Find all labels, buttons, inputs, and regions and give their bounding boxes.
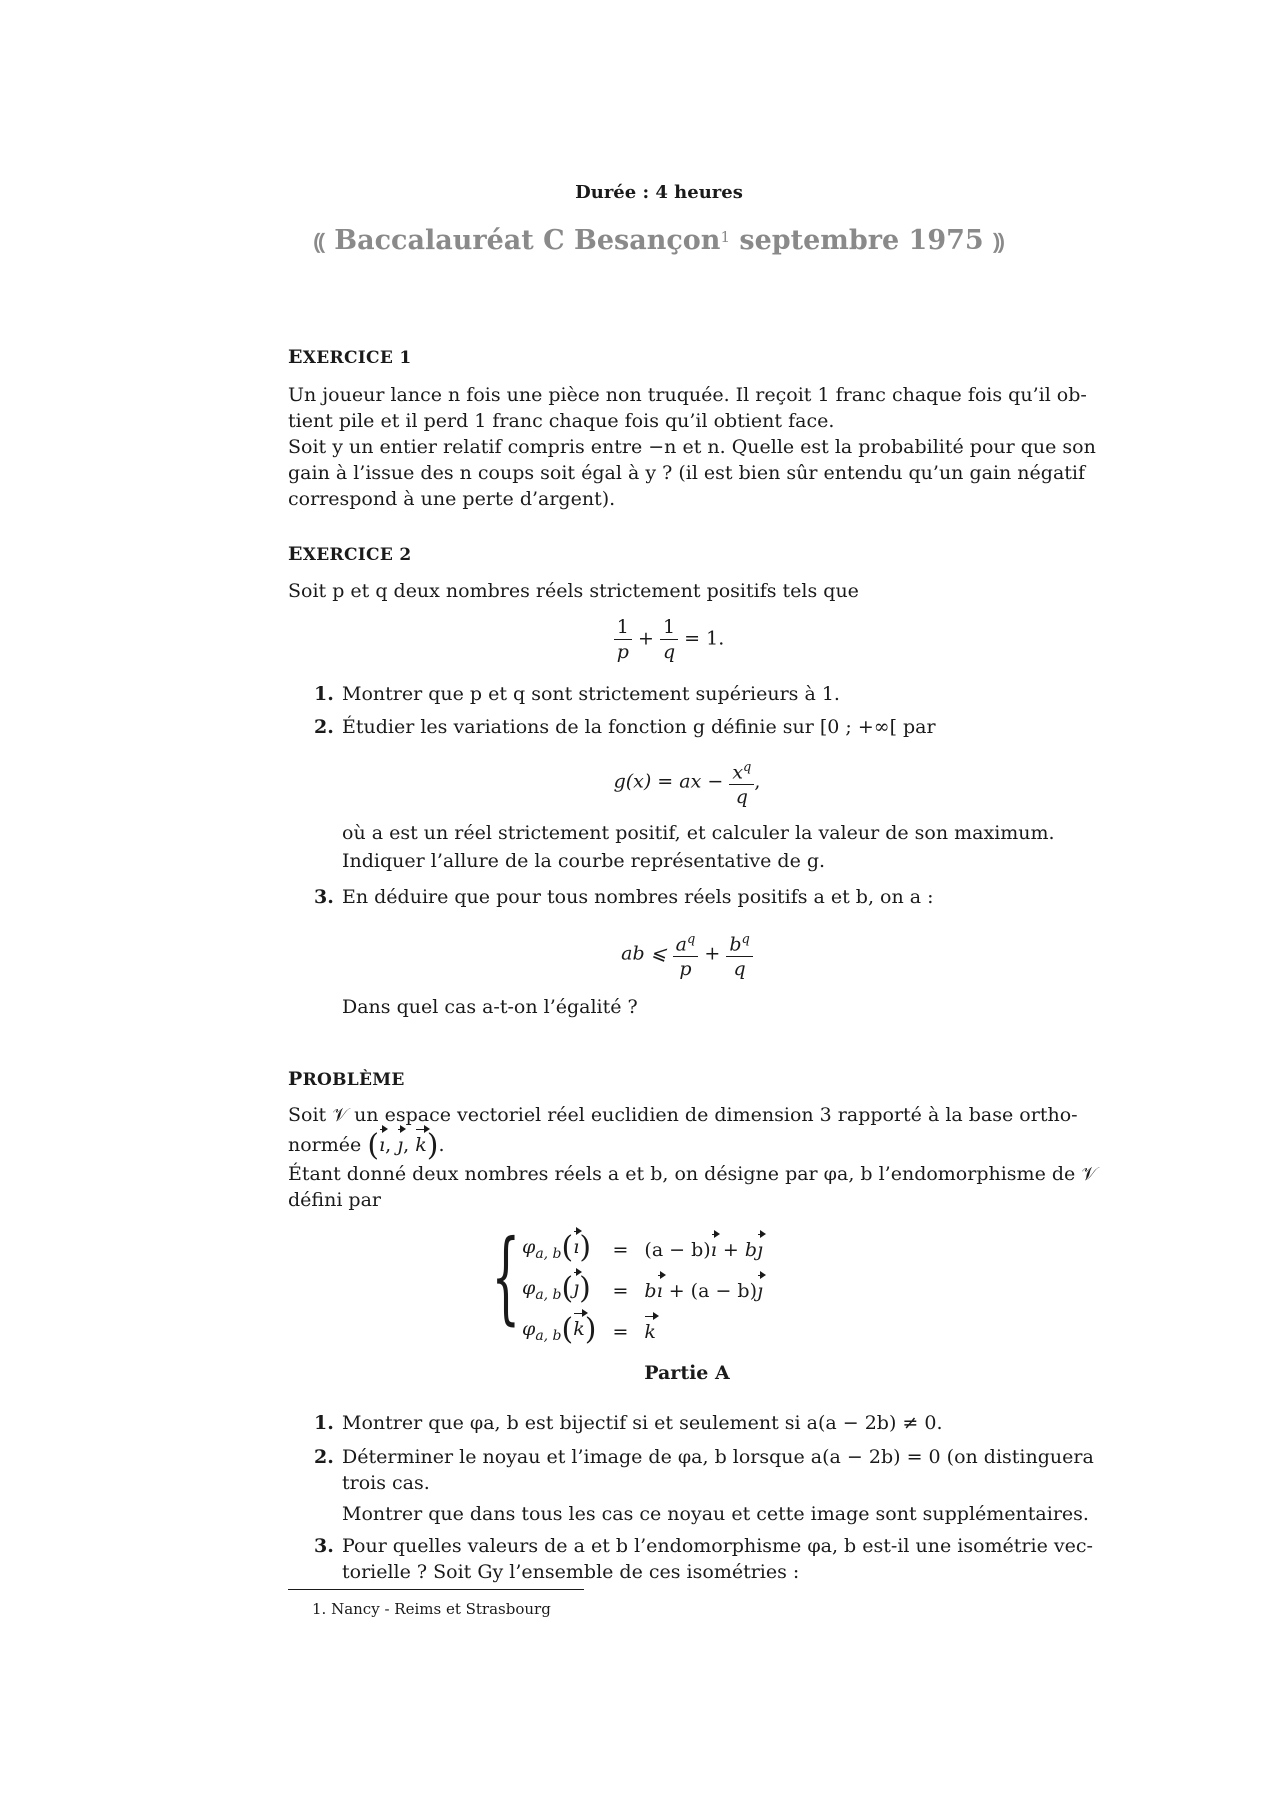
item-number: 2. bbox=[314, 716, 334, 738]
probleme-intro: Soit 𝒱 un espace vectoriel réel euclidien de dimension 3 rapporté à la base ortho- normée (ı, ȷ, k). Étant donné deux nombres réels a et b, on désigne par φa, b l’endomorphisme de 𝒱 défini par bbox=[288, 1104, 1098, 1211]
item-number: 3. bbox=[314, 886, 334, 908]
probleme-heading: PROBLÈME bbox=[288, 1068, 405, 1090]
ex2-item-2-continued: où a est un réel strictement positif, et calculer la valeur de son maximum. Indiquer l’allure de la courbe représentative de g. bbox=[342, 822, 1055, 872]
vector-j: ȷ bbox=[397, 1134, 404, 1156]
item-number: 3. bbox=[314, 1535, 334, 1557]
ex1-line: tient pile et il perd 1 franc chaque fois qu’il obtient face. bbox=[288, 410, 835, 432]
vector-k: k bbox=[415, 1134, 427, 1156]
duration: Durée : 4 heures bbox=[575, 182, 743, 203]
item-number: 1. bbox=[314, 683, 334, 705]
partie-a-item-2: Déterminer le noyau et l’image de φa, b lorsque a(a − 2b) = 0 (on distinguera trois cas. Montrer que dans tous les cas ce noyau et cette image sont supplémentaires. bbox=[342, 1446, 1094, 1525]
ex2-item-1: Montrer que p et q sont strictement supérieurs à 1. bbox=[342, 683, 840, 705]
system-row: $\varphi_{a, b}(ȷ)$ = bı + (a − b)ȷ bbox=[522, 1270, 763, 1306]
system-row: $\varphi_{a, b}(ı)$ = (a − b)ı + bȷ bbox=[522, 1230, 763, 1265]
equation-2: g(x) = ax − $\frac{x^q}{q}$ , bbox=[288, 756, 1030, 809]
ex1-line: correspond à une perte d’argent). bbox=[288, 488, 616, 510]
partie-a-heading: Partie A bbox=[644, 1362, 730, 1384]
equation-3: ab ⩽ $\frac{a^q}{p}$ + $\frac{b^q}{q}$ bbox=[288, 928, 1030, 981]
title-date: septembre 1975 bbox=[739, 225, 984, 256]
ex2-item-3: En déduire que pour tous nombres réels positifs a et b, on a : bbox=[342, 886, 934, 908]
ex1-line: gain à l’issue des n coups soit égal à y ? (il est bien sûr entendu qu’un gain négatif bbox=[288, 462, 1086, 484]
ex1-line: Un joueur lance n fois une pièce non truquée. Il reçoit 1 franc chaque fois qu’il ob- bbox=[288, 384, 1087, 406]
footnote-rule bbox=[288, 1589, 584, 1590]
exercise-1-heading: EXERCICE 1 bbox=[288, 346, 412, 368]
ex2-item-2: Étudier les variations de la fonction g définie sur [0 ; +∞[ par bbox=[342, 716, 936, 738]
exercise-2-heading: EXERCICE 2 bbox=[288, 543, 412, 565]
exercise-1-text bbox=[288, 382, 1096, 512]
ex2-intro: Soit p et q deux nombres réels strictement positifs tels que bbox=[288, 580, 859, 602]
partie-a-item-1: Montrer que φa, b est bijectif si et seulement si a(a − 2b) ≠ 0. bbox=[342, 1412, 943, 1434]
ornament-left-icon: ⸨ bbox=[313, 229, 325, 255]
ex1-line: Soit y un entier relatif compris entre −n et n. Quelle est la probabilité pour que son bbox=[288, 436, 1096, 458]
footnote: 1. Nancy - Reims et Strasbourg bbox=[312, 1600, 551, 1618]
partie-a-item-3: Pour quelles valeurs de a et b l’endomorphisme φa, b est-il une isométrie vec- torielle ? Soit Gy l’ensemble de ces isométries : bbox=[342, 1535, 1093, 1583]
ex2-item-3-question: Dans quel cas a-t-on l’égalité ? bbox=[342, 996, 638, 1018]
title-text: Baccalauréat C Besançon bbox=[334, 225, 721, 256]
item-number: 1. bbox=[314, 1412, 334, 1434]
system-row: $\varphi_{a, b}(k)$ = k bbox=[522, 1311, 656, 1347]
vector-i: ı bbox=[379, 1134, 386, 1156]
equation-1: $\frac{1}{p}$ + $\frac{1}{q}$ = 1. bbox=[288, 615, 1030, 664]
footnote-marker: 1 bbox=[720, 228, 730, 246]
item-number: 2. bbox=[314, 1446, 334, 1468]
exam-title bbox=[288, 225, 1030, 256]
ornament-right-icon: ⸩ bbox=[993, 229, 1005, 255]
